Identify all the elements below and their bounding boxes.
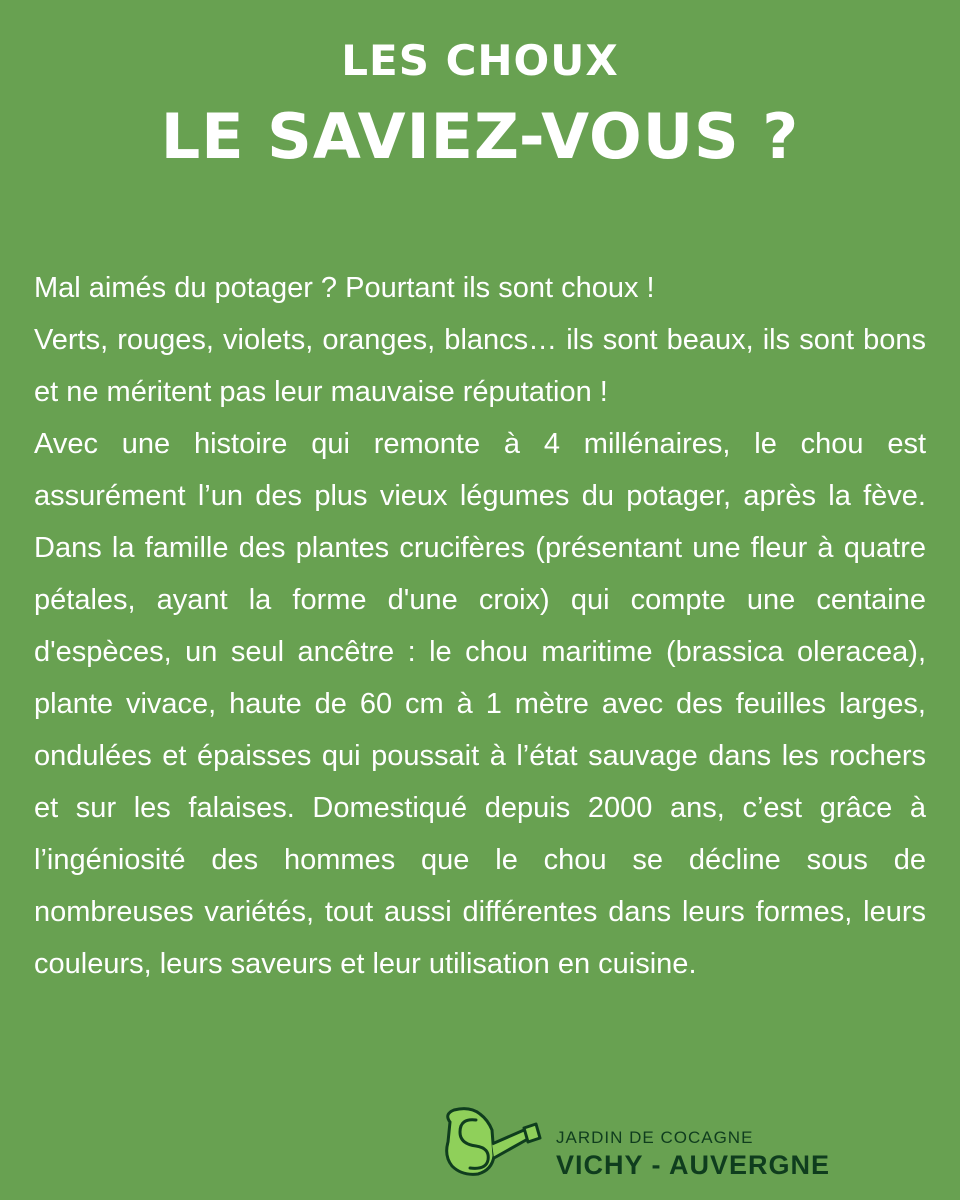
paragraph-1: Mal aimés du potager ? Pourtant ils sont choux !: [34, 272, 655, 304]
watering-can-icon: [436, 1104, 546, 1180]
logo-text-line-2: VICHY - AUVERGNE: [556, 1150, 831, 1180]
paragraph-2: Verts, rouges, violets, oranges, blancs… ils sont beaux, ils sont bons et ne méritent pas leur mauvaise réputation !: [34, 324, 926, 408]
title-line-1: LES CHOUX: [341, 36, 619, 85]
logo-text-line-1: JARDIN DE COCAGNE: [556, 1128, 754, 1147]
article-body: [34, 262, 926, 990]
title-line-2: LE SAVIEZ-VOUS ?: [160, 100, 800, 173]
jardin-de-cocagne-logo: [436, 1104, 876, 1180]
paragraph-3: Avec une histoire qui remonte à 4 millénaires, le chou est assurément l’un des plus vieux légumes du potager, après la fève. Dans la famille des plantes crucifères (présentant une fleur à quatre pétales, ayant la forme d'une croix) qui compte une centaine d'espèces, un seul ancêtre : le chou maritime (brassica oleracea), plante vivace, haute de 60 cm à 1 mètre avec des feuilles larges, ondulées et épaisses qui poussait à l’état sauvage dans les rochers et sur les falaises. Domestiqué depuis 2000 ans, c’est grâce à l’ingéniosité des hommes que le chou se décline sous de nombreuses variétés, tout aussi différentes dans leurs formes, leurs couleurs, leurs saveurs et leur utilisation en cuisine.: [34, 428, 926, 980]
